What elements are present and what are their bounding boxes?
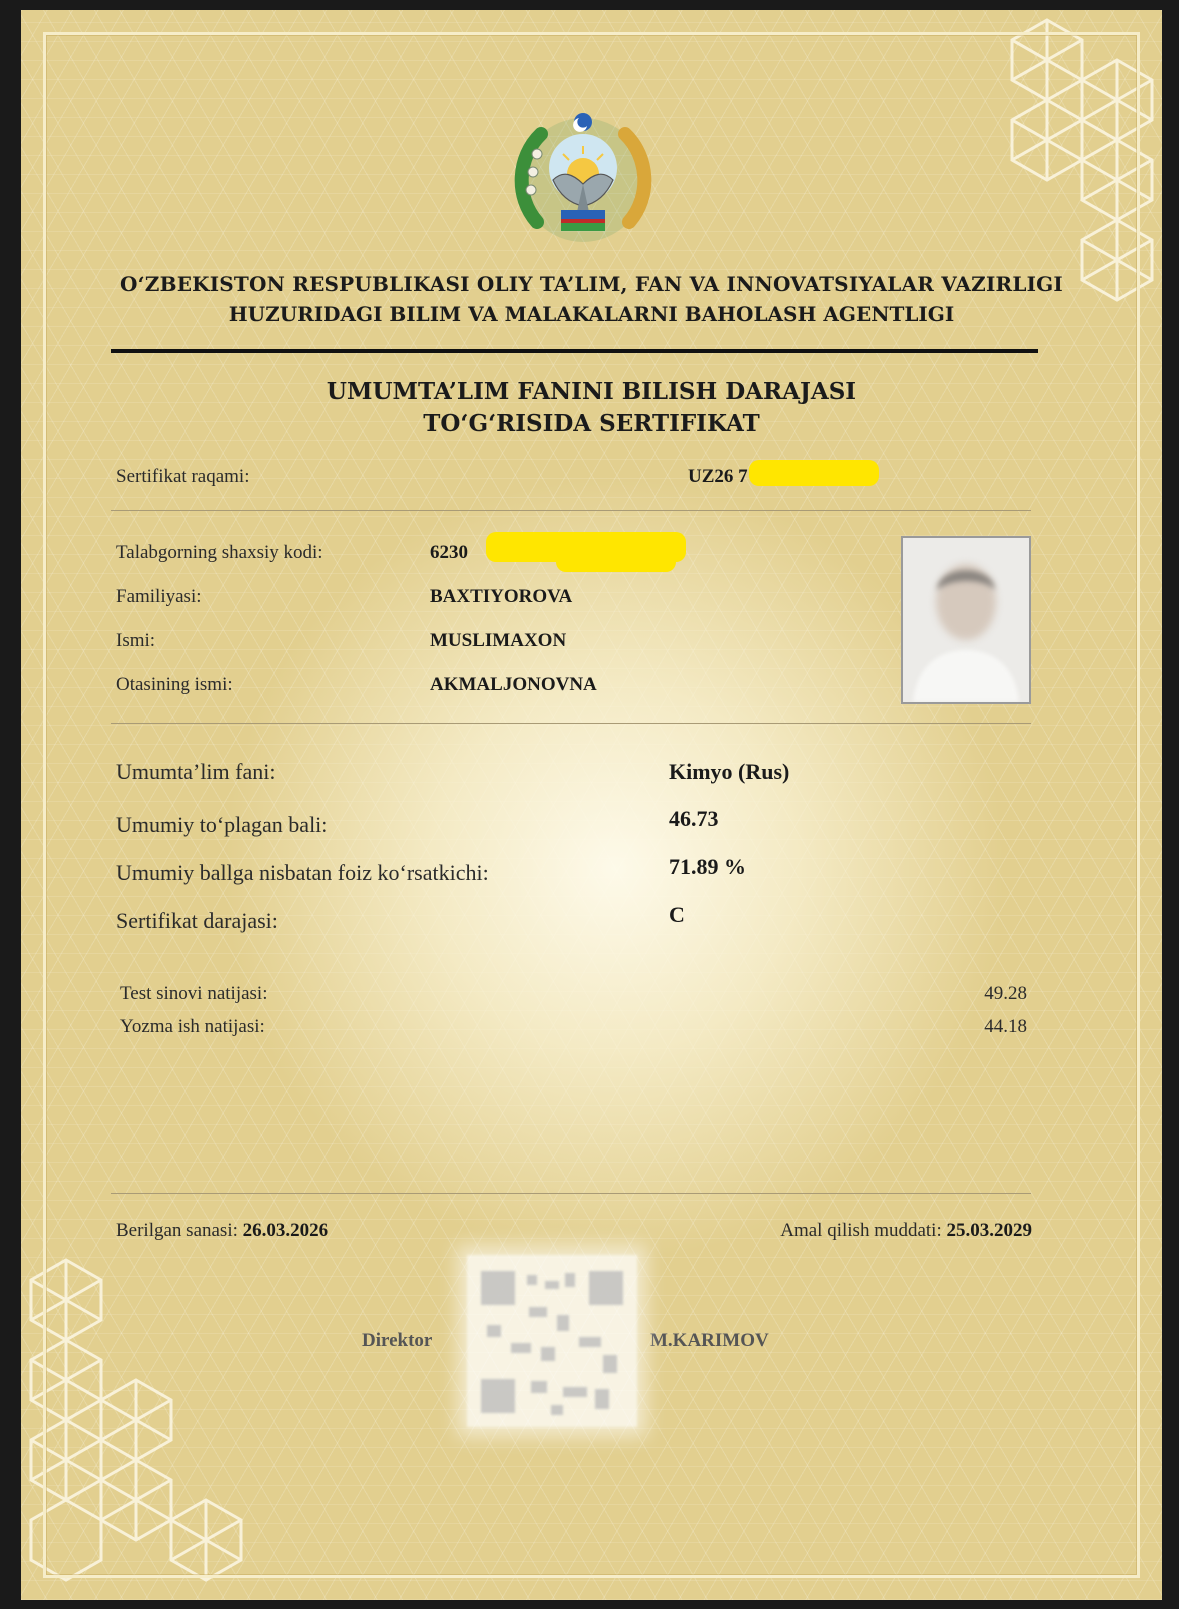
total-score-label: Umumiy to‘plagan bali: xyxy=(116,812,328,837)
personal-code-value: 6230 xyxy=(430,542,468,563)
issue-date-label: Berilgan sanasi: xyxy=(116,1220,238,1241)
person-silhouette-icon xyxy=(903,538,1029,702)
issue-date-value: 26.03.2026 xyxy=(242,1220,329,1241)
corner-ornament-bottom-left xyxy=(21,1240,261,1600)
ministry-name-line-1: O‘ZBEKISTON RESPUBLIKASI OLIY TA’LIM, FAN VA INNOVATSIYALAR VAZIRLIGI xyxy=(120,272,1063,296)
surname-value: BAXTIYOROVA xyxy=(430,586,573,607)
director-label: Direktor xyxy=(362,1330,433,1351)
first-name-label: Ismi: xyxy=(116,630,156,651)
valid-until-value: 25.03.2029 xyxy=(946,1220,1032,1241)
applicant-photo xyxy=(901,536,1031,704)
certificate-level-label: Sertifikat darajasi: xyxy=(116,908,278,933)
qr-code-icon xyxy=(467,1255,637,1427)
written-result-value: 44.18 xyxy=(984,1016,1027,1037)
patronymic-value: AKMALJONOVNA xyxy=(430,674,597,695)
surname-label: Familiyasi: xyxy=(116,586,202,607)
total-score-value: 46.73 xyxy=(669,806,719,831)
test-result-label: Test sinovi natijasi: xyxy=(120,983,268,1004)
certificate-number-label: Sertifikat raqami: xyxy=(116,466,250,487)
header-divider xyxy=(111,349,1038,353)
state-emblem-icon xyxy=(507,102,659,254)
subject-value: Kimyo (Rus) xyxy=(669,759,790,784)
section-divider xyxy=(111,1193,1031,1194)
redaction-mark xyxy=(749,460,879,486)
certificate-number-value: UZ26 7 xyxy=(688,466,748,487)
section-divider xyxy=(111,723,1031,724)
ministry-name-line-2: HUZURIDAGI BILIM VA MALAKALARNI BAHOLASH AGENTLIGI xyxy=(228,302,955,326)
issue-date-row xyxy=(116,1220,328,1242)
percent-label: Umumiy ballga nisbatan foiz ko‘rsatkichi: xyxy=(116,860,489,885)
written-result-label: Yozma ish natijasi: xyxy=(120,1016,265,1037)
test-result-value: 49.28 xyxy=(984,983,1027,1004)
section-divider xyxy=(111,510,1031,511)
subject-label: Umumta’lim fani: xyxy=(116,759,276,784)
qr-code xyxy=(467,1255,637,1427)
patronymic-label: Otasining ismi: xyxy=(116,674,233,695)
certificate-document xyxy=(21,10,1162,1600)
first-name-value: MUSLIMAXON xyxy=(430,630,567,651)
redaction-mark xyxy=(556,550,676,572)
personal-code-label: Talabgorning shaxsiy kodi: xyxy=(116,542,323,563)
director-name: M.KARIMOV xyxy=(650,1330,769,1351)
valid-until-row xyxy=(780,1220,1032,1242)
certificate-title-line-2: TO‘G‘RISIDA SERTIFIKAT xyxy=(423,410,760,437)
valid-until-label: Amal qilish muddati: xyxy=(780,1220,942,1241)
certificate-title-line-1: UMUMTA’LIM FANINI BILISH DARAJASI xyxy=(326,378,857,405)
certificate-level-value: C xyxy=(669,902,685,927)
percent-value: 71.89 % xyxy=(669,854,746,879)
